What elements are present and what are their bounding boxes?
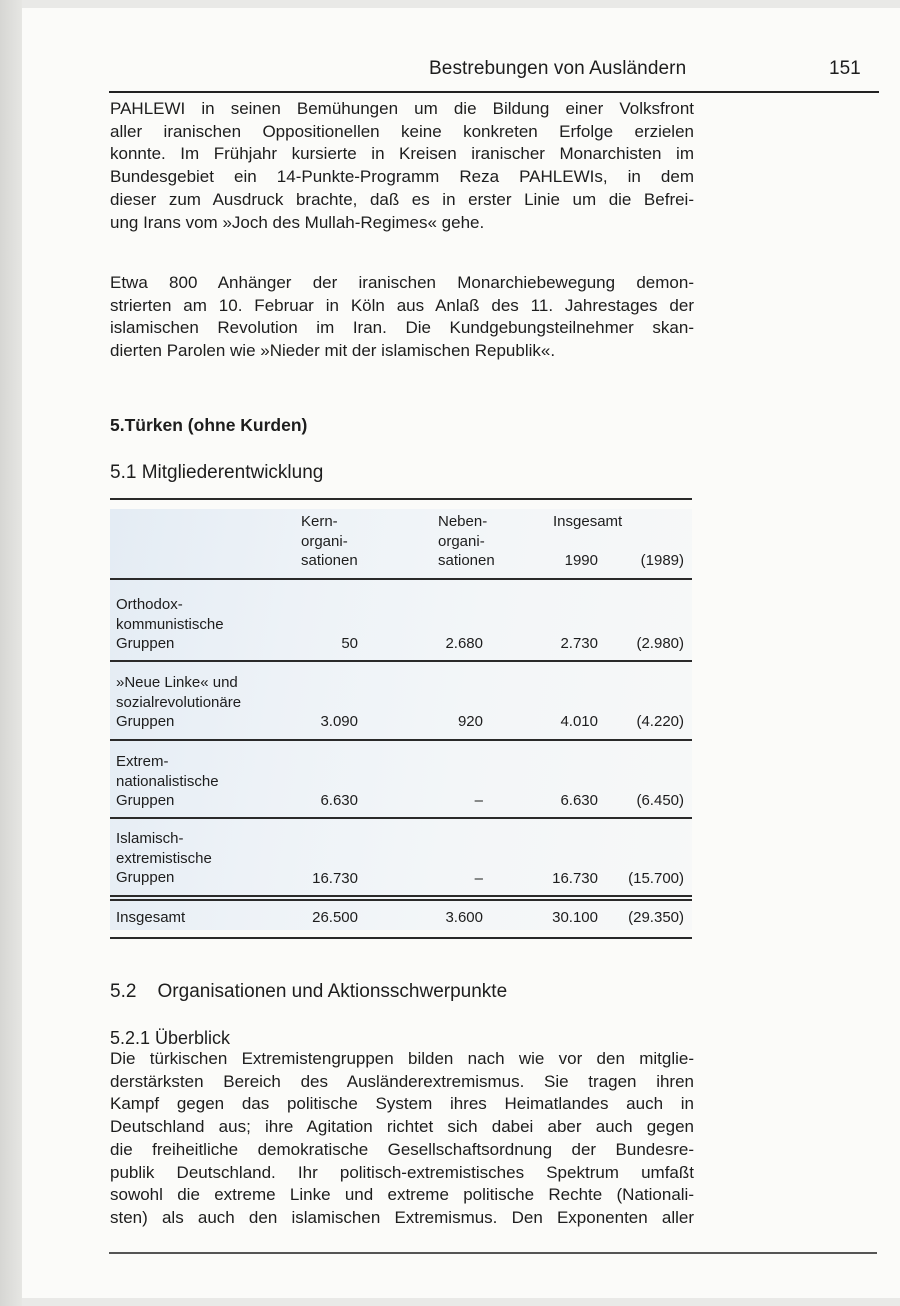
total-rule-upper <box>110 895 692 897</box>
row-divider <box>110 817 692 819</box>
text-line: die freiheitliche demokratische Gesellschaftsordnung der Bundesre- <box>110 1139 694 1159</box>
footer-rule <box>109 1252 877 1254</box>
cell-neben: 920 <box>457 713 483 730</box>
cell-previous: (2.980) <box>636 635 684 652</box>
table-row-label <box>116 595 224 654</box>
text-line: Kampf gegen das politische System ihres Heimatlandes auch in <box>110 1094 694 1114</box>
cell-total: 4.010 <box>560 713 598 730</box>
cell-neben: 2.680 <box>445 635 483 652</box>
header-text: sationen <box>301 552 358 569</box>
text-line: aller iranischen Oppositionellen keine konkreten Erfolge erzielen <box>110 121 694 141</box>
table-bottom-rule <box>110 937 692 939</box>
text-line: publik Deutschland. Ihr politisch-extremistisches Spektrum umfaßt <box>110 1162 694 1182</box>
row-label-text: »Neue Linke« und <box>116 674 238 691</box>
cell-total: 2.730 <box>560 635 598 652</box>
text-line: Deutschland aus; ihre Agitation richtet sich dabei aber auch gegen <box>110 1117 694 1137</box>
cell-previous: (4.220) <box>636 713 684 730</box>
row-divider <box>110 660 692 662</box>
row-label-text: extremistische <box>116 849 212 867</box>
row-divider <box>110 739 692 741</box>
row-label-text: Gruppen <box>116 713 175 730</box>
subsubsection-heading-overview: 5.2.1 Überblick <box>110 1028 231 1048</box>
total-kern: 26.500 <box>312 909 358 926</box>
subsection-heading-organisations: 5.2 Organisationen und Aktionsschwerpunkte <box>110 981 508 1002</box>
header-text: organi- <box>438 532 485 550</box>
cell-kern: 50 <box>341 635 358 652</box>
total-neben: 3.600 <box>445 909 483 926</box>
paragraph-overview <box>110 1048 694 1230</box>
page-left-edge <box>0 0 22 1306</box>
subsection-heading-membership: 5.1 Mitgliederentwicklung <box>110 462 324 483</box>
cell-previous: (6.450) <box>636 792 684 809</box>
cell-previous: (15.700) <box>628 870 684 887</box>
text-line: derstärksten Bereich des Ausländerextremismus. Sie tragen ihren <box>110 1071 694 1091</box>
text-line: Etwa 800 Anhänger der iranischen Monarchiebewegung demon- <box>110 273 694 292</box>
cell-total: 16.730 <box>552 870 598 887</box>
text-line: Die türkischen Extremistengruppen bilden nach wie vor den mitglie- <box>110 1049 694 1068</box>
header-text: organi- <box>301 532 348 550</box>
cell-kern: 6.630 <box>320 792 358 809</box>
text-line: islamischen Revolution im Iran. Die Kundgebungsteilnehmer skan- <box>110 318 694 338</box>
header-year-1989: (1989) <box>640 552 684 569</box>
cell-total: 6.630 <box>560 792 598 809</box>
cell-neben: – <box>474 870 483 887</box>
header-text: sationen <box>438 552 495 569</box>
cell-kern: 16.730 <box>312 870 358 887</box>
text-line: dieser zum Ausdruck brachte, daß es in erster Linie um die Befrei- <box>110 189 694 209</box>
row-label-text: Extrem- <box>116 753 169 770</box>
paragraph-monarchists <box>110 98 694 234</box>
section-heading: 5.Türken (ohne Kurden) <box>110 415 308 435</box>
table-top-rule <box>110 498 692 500</box>
total-rule-lower <box>110 899 692 901</box>
row-label-text: nationalistische <box>116 772 219 790</box>
row-label-text: Gruppen <box>116 792 175 809</box>
row-label-text: Gruppen <box>116 635 175 652</box>
header-rule <box>109 91 879 93</box>
row-label-text: Islamisch- <box>116 830 184 847</box>
header-text: Neben- <box>438 513 488 530</box>
table-row-label <box>116 673 241 732</box>
text-line: Bundesgebiet ein 14-Punkte-Programm Reza PAHLEWIs, in dem <box>110 167 694 187</box>
row-label-text: Gruppen <box>116 869 175 886</box>
row-label-text: sozialrevolutionäre <box>116 693 242 711</box>
text-line: strierten am 10. Februar in Köln aus Anlaß des 11. Jahrestages der <box>110 295 694 315</box>
row-label-text: kommunistische <box>116 615 224 633</box>
text-line: ung Irans vom »Joch des Mullah-Regimes« gehe. <box>110 212 485 232</box>
table-row-label <box>116 752 219 811</box>
table-header-rule <box>110 578 692 580</box>
header-insgesamt: Insgesamt <box>553 513 623 530</box>
row-label-text: Orthodox- <box>116 596 183 613</box>
cell-neben: – <box>474 792 483 809</box>
running-header: Bestrebungen von Ausländern <box>429 58 687 79</box>
text-line: sten) als auch den islamischen Extremismus. Den Exponenten aller <box>110 1207 694 1227</box>
text-line: konnte. Im Frühjahr kursierte in Kreisen iranischer Monarchisten im <box>110 144 694 164</box>
text-line: PAHLEWI in seinen Bemühungen um die Bildung einer Volksfront <box>110 99 694 118</box>
header-kern <box>301 512 358 571</box>
page-number: 151 <box>829 58 861 79</box>
paragraph-demonstration <box>110 272 694 363</box>
text-line: dierten Parolen wie »Nieder mit der islamischen Republik«. <box>110 341 556 361</box>
header-neben <box>438 512 495 571</box>
text-line: sowohl die extreme Linke und extreme politische Rechte (Nationali- <box>110 1185 694 1205</box>
total-row-label: Insgesamt <box>116 909 186 926</box>
header-text: Kern- <box>301 513 338 530</box>
cell-kern: 3.090 <box>320 713 358 730</box>
total-previous: (29.350) <box>628 909 684 926</box>
total-total: 30.100 <box>552 909 598 926</box>
header-year-1990: 1990 <box>564 552 598 569</box>
table-row-label <box>116 829 212 888</box>
